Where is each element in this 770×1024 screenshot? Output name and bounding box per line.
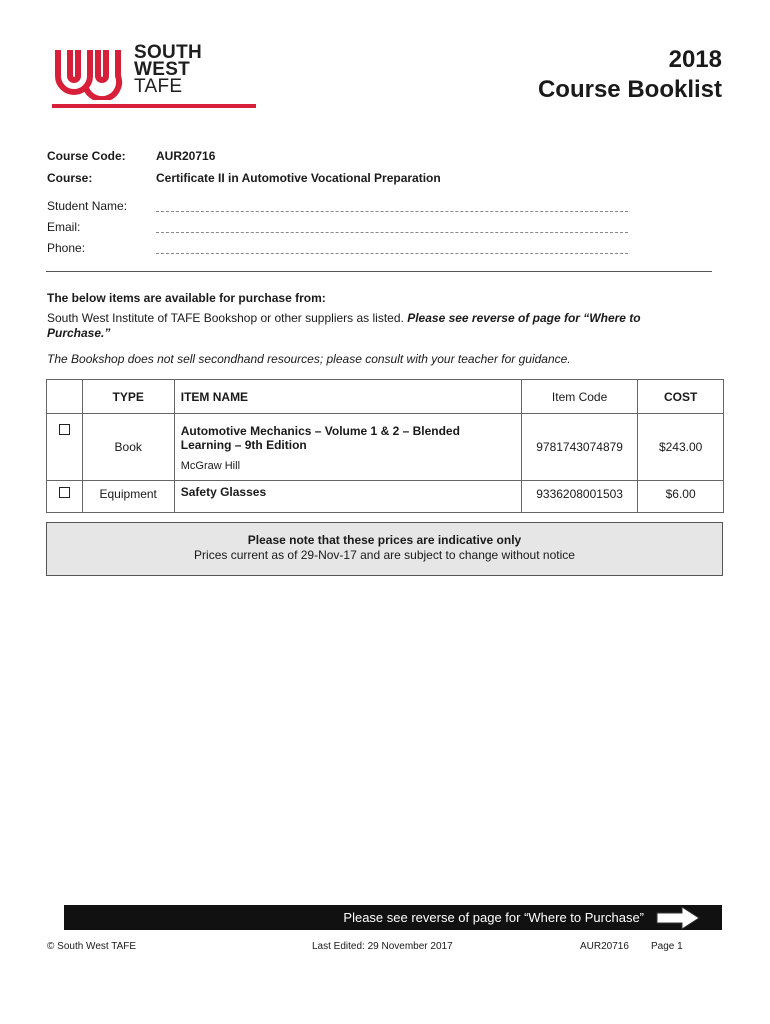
booklist-year: 2018 — [668, 46, 722, 73]
south-west-tafe-logo-icon — [52, 36, 124, 100]
table-row — [47, 481, 724, 513]
logo-line-south: SOUTH — [134, 42, 202, 63]
course-label: Course: — [47, 171, 93, 185]
table-row — [47, 414, 724, 481]
footer-copyright: © South West TAFE — [47, 941, 137, 952]
item-name: Automotive Mechanics – Volume 1 & 2 – Blended Learning – 9th Edition — [180, 424, 460, 452]
header-cost: COST — [638, 380, 724, 414]
logo-line-tafe: TAFE — [134, 76, 183, 97]
item-name-cell — [174, 481, 521, 513]
footer-last-edited: Last Edited: 29 November 2017 — [312, 941, 453, 952]
logo-wordmark — [134, 44, 202, 95]
purchase-text-emphasis: Please see reverse of page for “Where to Purchase.” — [47, 311, 641, 340]
purchase-text-plain: South West Institute of TAFE Bookshop or other suppliers as listed. — [47, 311, 404, 325]
section-divider — [46, 271, 712, 272]
student-name-field[interactable] — [156, 211, 628, 212]
page-title: Course Booklist — [537, 76, 722, 103]
banner-text: Please see reverse of page for “Where to Purchase” — [343, 910, 644, 925]
item-publisher: McGraw Hill — [180, 460, 241, 472]
course-code-label: Course Code: — [47, 149, 126, 163]
phone-field[interactable] — [156, 253, 628, 254]
item-type: Book — [82, 414, 174, 481]
header-item-code: Item Code — [521, 380, 637, 414]
header-checkbox-col — [47, 380, 83, 414]
logo-underline — [52, 104, 256, 108]
student-name-label: Student Name: — [47, 199, 128, 213]
where-to-purchase-banner — [64, 905, 722, 930]
arrow-right-icon — [656, 906, 700, 930]
logo-line-west: WEST — [134, 59, 191, 80]
table-header-row — [47, 380, 724, 414]
header-type: TYPE — [82, 380, 174, 414]
item-name-cell — [174, 414, 521, 481]
footer-page-number: Page 1 — [651, 941, 683, 952]
price-notice-title: Please note that these prices are indicative only — [247, 533, 522, 547]
item-cost: $6.00 — [638, 481, 724, 513]
item-code: 9336208001503 — [521, 481, 637, 513]
price-notice — [46, 522, 723, 576]
row-checkbox[interactable] — [59, 487, 70, 498]
price-notice-detail: Prices current as of 29-Nov-17 and are subject to change without notice — [194, 548, 575, 562]
purchase-text — [47, 311, 707, 341]
phone-label: Phone: — [47, 241, 86, 255]
row-checkbox-cell — [47, 414, 83, 481]
item-name: Safety Glasses — [180, 485, 267, 499]
item-cost: $243.00 — [638, 414, 724, 481]
email-field[interactable] — [156, 232, 628, 233]
header-item-name: ITEM NAME — [174, 380, 521, 414]
purchase-heading: The below items are available for purchase from: — [47, 291, 326, 305]
row-checkbox-cell — [47, 481, 83, 513]
footer-course-code: AUR20716 — [580, 941, 629, 952]
course-code-value: AUR20716 — [156, 149, 216, 163]
item-code: 9781743074879 — [521, 414, 637, 481]
email-label: Email: — [47, 220, 81, 234]
row-checkbox[interactable] — [59, 424, 70, 435]
course-value: Certificate II in Automotive Vocational Preparation — [156, 171, 441, 185]
items-table — [46, 379, 724, 513]
item-type: Equipment — [82, 481, 174, 513]
bookshop-note: The Bookshop does not sell secondhand resources; please consult with your teacher for guidance. — [47, 352, 571, 366]
